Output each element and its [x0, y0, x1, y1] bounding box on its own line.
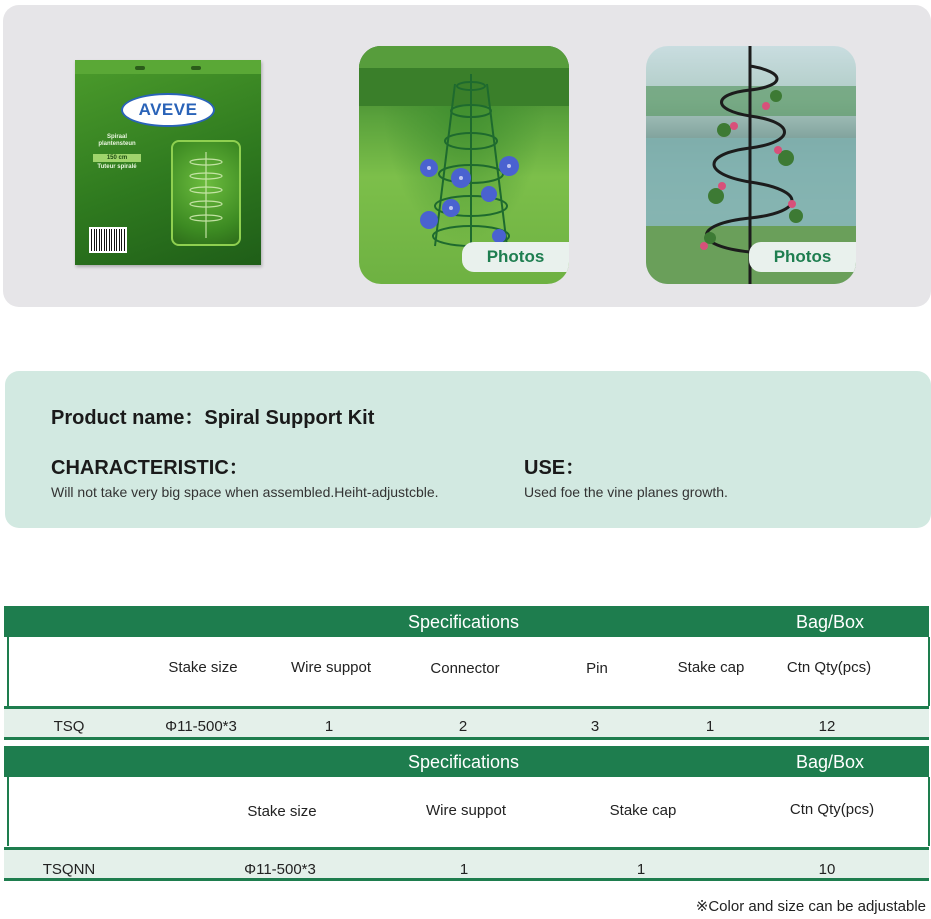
package-subtitle: Tuteur spiralé — [97, 164, 137, 170]
column-labels — [7, 637, 930, 706]
package-size-tag: 150 cm — [93, 154, 141, 162]
col-pin: Pin — [586, 660, 608, 677]
spec-header — [4, 746, 929, 777]
row-wire-suppot: 1 — [459, 861, 469, 878]
use-text: Used foe the vine planes growth. — [524, 484, 728, 500]
col-ctn-qty: Ctn Qty(pcs) — [789, 801, 875, 818]
barcode — [89, 227, 127, 253]
specifications-label: Specifications — [408, 752, 520, 772]
row-model: TSQ — [53, 718, 85, 735]
col-stake-cap: Stake cap — [677, 659, 745, 676]
package-image — [75, 60, 261, 265]
column-labels — [7, 777, 930, 846]
product-gallery — [3, 5, 931, 307]
spec-header — [4, 606, 929, 637]
row-wire-suppot: 1 — [324, 718, 334, 735]
row-connector: 2 — [458, 718, 468, 735]
photo-tag: Photos — [749, 242, 856, 272]
row-ctn-qty: 10 — [818, 861, 836, 878]
photo-clematis — [359, 46, 569, 284]
col-stake-size: Stake size — [168, 659, 238, 676]
photo-rose-pond — [646, 46, 856, 284]
col-wire-suppot: Wire suppot — [290, 659, 372, 676]
adjustable-note: ※Color and size can be adjustable — [695, 898, 926, 915]
specifications-label: Specifications — [408, 612, 520, 632]
col-wire-suppot: Wire suppot — [425, 802, 507, 819]
col-ctn-qty: Ctn Qty(pcs) — [786, 659, 872, 676]
col-stake-cap: Stake cap — [609, 802, 677, 819]
row-stake-cap: 1 — [705, 718, 715, 735]
bagbox-label: Bag/Box — [796, 752, 865, 772]
spiral-illustration — [173, 142, 239, 244]
row-ctn-qty: 12 — [818, 718, 836, 735]
product-info-panel — [5, 371, 931, 528]
table-row — [4, 706, 929, 740]
col-stake-size: Stake size — [247, 803, 317, 820]
row-stake-size: Φ11-500*3 — [244, 861, 316, 878]
col-connector: Connector — [430, 660, 500, 677]
photo-tag: Photos — [462, 242, 569, 272]
characteristic-text: Will not take very big space when assembled.Heiht-adjustcble. — [51, 484, 439, 500]
use-heading: USE： — [524, 457, 586, 479]
package-window — [171, 140, 241, 246]
row-stake-size: Φ11-500*3 — [165, 718, 237, 735]
characteristic-heading: CHARACTERISTIC： — [51, 457, 249, 479]
brand-logo: AVEVE — [121, 93, 215, 127]
row-stake-cap: 1 — [636, 861, 646, 878]
product-name: Product name：Spiral Support Kit — [51, 407, 375, 429]
table-row — [4, 847, 929, 881]
row-pin: 3 — [590, 718, 600, 735]
bagbox-label: Bag/Box — [796, 612, 865, 632]
package-title: Spiraal plantensteun — [98, 134, 136, 147]
row-model: TSQNN — [42, 861, 96, 878]
